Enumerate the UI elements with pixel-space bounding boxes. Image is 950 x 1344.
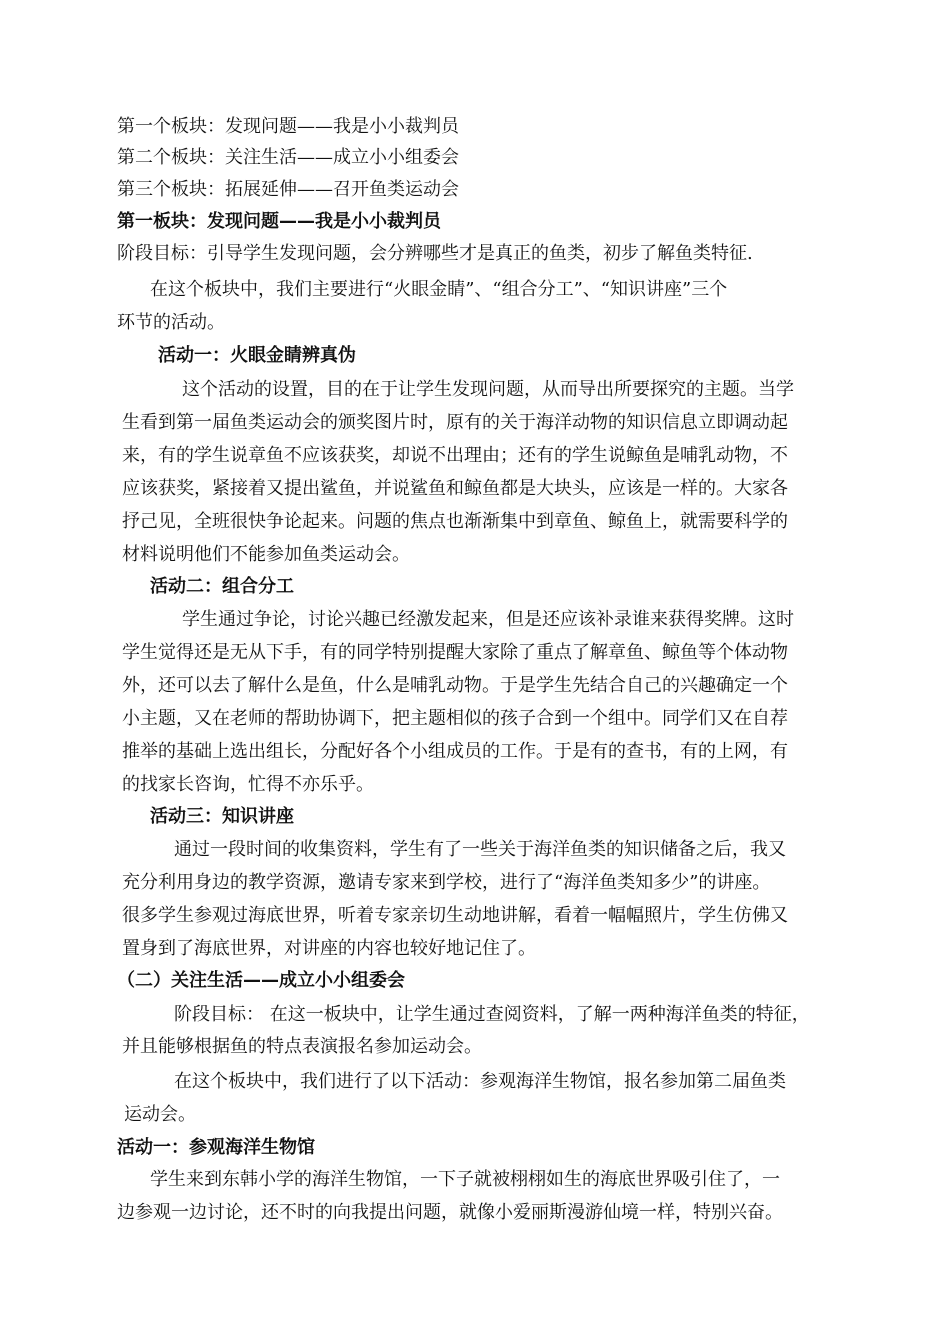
activity3-line: 充分利用身边的教学资源，邀请专家来到学校，进行了“海洋鱼类知多少”的讲座。 xyxy=(122,872,771,893)
outline-item-2: 第二个板块：关注生活——成立小小组委会 xyxy=(117,147,459,168)
activity3-line: 通过一段时间的收集资料，学生有了一些关于海洋鱼类的知识储备之后，我又 xyxy=(174,839,786,860)
outline-item-3: 第三个板块：拓展延伸——召开鱼类运动会 xyxy=(117,179,459,200)
activity1-line: 来，有的学生说章鱼不应该获奖，却说不出理由；还有的学生说鲸鱼是哺乳动物，不 xyxy=(122,445,788,466)
activity2-line: 学生觉得还是无从下手，有的同学特别提醒大家除了重点了解章鱼、鲸鱼等个体动物 xyxy=(122,642,788,663)
section1-intro-line: 环节的活动。 xyxy=(117,312,225,333)
activity1-line: 材料说明他们不能参加鱼类运动会。 xyxy=(122,544,410,565)
section2-goal-line: 并且能够根据鱼的特点表演报名参加运动会。 xyxy=(122,1036,482,1057)
activity1-line: 生看到第一届鱼类运动会的颁奖图片时，原有的关于海洋动物的知识信息立即调动起 xyxy=(122,412,788,433)
section2-activity1-line: 边参观一边讨论，还不时的向我提出问题，就像小爱丽斯漫游仙境一样，特别兴奋。 xyxy=(117,1202,783,1223)
section2-intro-line: 运动会。 xyxy=(124,1104,196,1125)
activity1-line: 这个活动的设置，目的在于让学生发现问题，从而导出所要探究的主题。当学 xyxy=(182,379,794,400)
activity2-line: 的找家长咨询，忙得不亦乐乎。 xyxy=(122,774,374,795)
section1-goal: 阶段目标：引导学生发现问题，会分辨哪些才是真正的鱼类，初步了解鱼类特征. xyxy=(117,243,753,264)
activity2-line: 小主题，又在老师的帮助协调下，把主题相似的孩子合到一个组中。同学们又在自荐 xyxy=(122,708,788,729)
activity1-line: 应该获奖，紧接着又提出鲨鱼，并说鲨鱼和鲸鱼都是大块头，应该是一样的。大家各 xyxy=(122,478,788,499)
section2-activity1-line: 学生来到东韩小学的海洋生物馆，一下子就被栩栩如生的海底世界吸引住了，一 xyxy=(150,1169,780,1190)
section2-intro-line: 在这个板块中，我们进行了以下活动：参观海洋生物馆，报名参加第二届鱼类 xyxy=(174,1071,786,1092)
section2-goal-line: 阶段目标： 在这一板块中，让学生通过查阅资料，了解一两种海洋鱼类的特征， xyxy=(174,1004,810,1025)
section2-heading: （二）关注生活——成立小小组委会 xyxy=(117,970,405,991)
section1-heading: 第一板块：发现问题——我是小小裁判员 xyxy=(117,211,441,232)
section1-intro-line: 在这个板块中，我们主要进行“火眼金睛”、“组合分工”、“知识讲座”三个 xyxy=(150,279,728,300)
activity3-line: 置身到了海底世界，对讲座的内容也较好地记住了。 xyxy=(122,938,536,959)
activity3-title: 活动三：知识讲座 xyxy=(150,806,294,827)
activity2-line: 学生通过争论，讨论兴趣已经激发起来，但是还应该补录谁来获得奖牌。这时 xyxy=(182,609,794,630)
activity2-title: 活动二：组合分工 xyxy=(150,576,294,597)
activity3-line: 很多学生参观过海底世界，听着专家亲切生动地讲解，看着一幅幅照片，学生仿佛又 xyxy=(122,905,788,926)
outline-item-1: 第一个板块：发现问题——我是小小裁判员 xyxy=(117,116,459,137)
activity2-line: 外，还可以去了解什么是鱼，什么是哺乳动物。于是学生先结合自己的兴趣确定一个 xyxy=(122,675,788,696)
section2-activity1-title: 活动一：参观海洋生物馆 xyxy=(117,1137,315,1158)
activity2-line: 推举的基础上选出组长，分配好各个小组成员的工作。于是有的查书，有的上网，有 xyxy=(122,741,788,762)
activity1-line: 抒己见，全班很快争论起来。问题的焦点也渐渐集中到章鱼、鲸鱼上，就需要科学的 xyxy=(122,511,788,532)
activity1-title: 活动一：火眼金睛辨真伪 xyxy=(158,345,356,366)
